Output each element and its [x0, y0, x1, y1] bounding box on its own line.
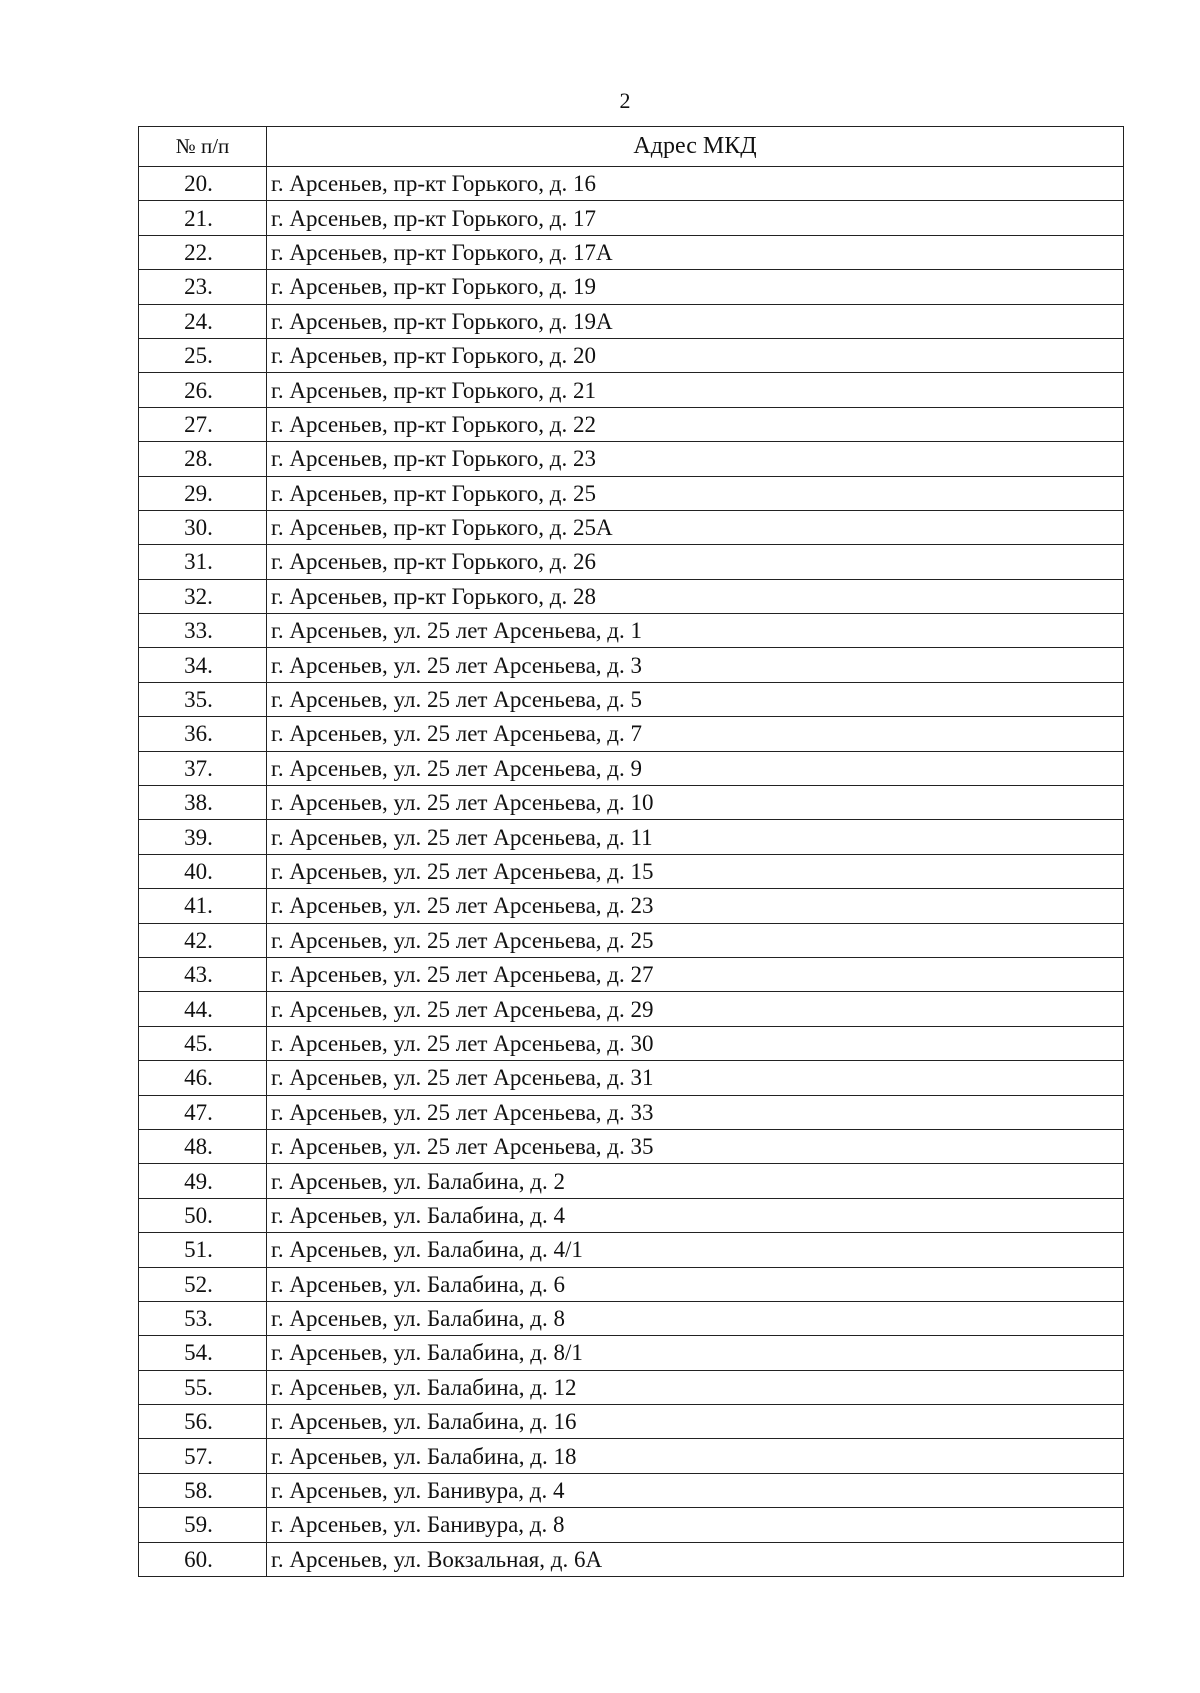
table-row: [139, 545, 1124, 579]
row-number-cell: 53.: [139, 1301, 267, 1335]
address-cell: г. Арсеньев, ул. Балабина, д. 8: [267, 1301, 1124, 1335]
address-cell: г. Арсеньев, ул. Балабина, д. 4/1: [267, 1233, 1124, 1267]
address-cell: г. Арсеньев, пр-кт Горького, д. 25: [267, 476, 1124, 510]
table-row: [139, 1508, 1124, 1542]
address-cell: г. Арсеньев, ул. 25 лет Арсеньева, д. 7: [267, 717, 1124, 751]
address-cell: г. Арсеньев, ул. Балабина, д. 18: [267, 1439, 1124, 1473]
table-row: [139, 1542, 1124, 1576]
row-number-cell: 41.: [139, 889, 267, 923]
address-cell: г. Арсеньев, ул. 25 лет Арсеньева, д. 15: [267, 854, 1124, 888]
address-cell: г. Арсеньев, пр-кт Горького, д. 19А: [267, 304, 1124, 338]
table-row: [139, 579, 1124, 613]
table-row: [139, 1095, 1124, 1129]
address-cell: г. Арсеньев, пр-кт Горького, д. 28: [267, 579, 1124, 613]
row-number-cell: 22.: [139, 235, 267, 269]
address-cell: г. Арсеньев, ул. 25 лет Арсеньева, д. 23: [267, 889, 1124, 923]
address-cell: г. Арсеньев, ул. 25 лет Арсеньева, д. 3: [267, 648, 1124, 682]
row-number-cell: 48.: [139, 1129, 267, 1163]
row-number-cell: 28.: [139, 442, 267, 476]
row-number-cell: 26.: [139, 373, 267, 407]
address-cell: г. Арсеньев, ул. 25 лет Арсеньева, д. 10: [267, 786, 1124, 820]
table-row: [139, 1061, 1124, 1095]
row-number-cell: 54.: [139, 1336, 267, 1370]
table-row: [139, 717, 1124, 751]
row-number-cell: 29.: [139, 476, 267, 510]
row-number-cell: 60.: [139, 1542, 267, 1576]
address-cell: г. Арсеньев, ул. Балабина, д. 6: [267, 1267, 1124, 1301]
address-cell: г. Арсеньев, ул. Вокзальная, д. 6А: [267, 1542, 1124, 1576]
row-number-cell: 40.: [139, 854, 267, 888]
address-cell: г. Арсеньев, ул. Балабина, д. 2: [267, 1164, 1124, 1198]
address-cell: г. Арсеньев, ул. 25 лет Арсеньева, д. 9: [267, 751, 1124, 785]
address-cell: г. Арсеньев, ул. 25 лет Арсеньева, д. 25: [267, 923, 1124, 957]
row-number-cell: 23.: [139, 270, 267, 304]
row-number-cell: 39.: [139, 820, 267, 854]
row-number-cell: 30.: [139, 510, 267, 544]
table-row: [139, 407, 1124, 441]
address-cell: г. Арсеньев, ул. 25 лет Арсеньева, д. 1: [267, 614, 1124, 648]
row-number-cell: 51.: [139, 1233, 267, 1267]
address-cell: г. Арсеньев, ул. 25 лет Арсеньева, д. 29: [267, 992, 1124, 1026]
table-row: [139, 614, 1124, 648]
row-number-cell: 59.: [139, 1508, 267, 1542]
table-row: [139, 510, 1124, 544]
address-cell: г. Арсеньев, ул. 25 лет Арсеньева, д. 33: [267, 1095, 1124, 1129]
row-number-cell: 24.: [139, 304, 267, 338]
row-number-cell: 20.: [139, 167, 267, 201]
table-row: [139, 820, 1124, 854]
address-cell: г. Арсеньев, пр-кт Горького, д. 23: [267, 442, 1124, 476]
address-cell: г. Арсеньев, пр-кт Горького, д. 22: [267, 407, 1124, 441]
table-row: [139, 338, 1124, 372]
table-row: [139, 304, 1124, 338]
row-number-cell: 55.: [139, 1370, 267, 1404]
table-row: [139, 442, 1124, 476]
row-number-cell: 36.: [139, 717, 267, 751]
table-row: [139, 889, 1124, 923]
table-row: [139, 854, 1124, 888]
address-cell: г. Арсеньев, ул. 25 лет Арсеньева, д. 35: [267, 1129, 1124, 1163]
address-cell: г. Арсеньев, ул. 25 лет Арсеньева, д. 31: [267, 1061, 1124, 1095]
table-row: [139, 1129, 1124, 1163]
address-cell: г. Арсеньев, ул. 25 лет Арсеньева, д. 11: [267, 820, 1124, 854]
row-number-cell: 56.: [139, 1405, 267, 1439]
table-row: [139, 992, 1124, 1026]
row-number-cell: 33.: [139, 614, 267, 648]
column-header-address: Адрес МКД: [267, 127, 1124, 167]
address-cell: г. Арсеньев, ул. Банивура, д. 4: [267, 1473, 1124, 1507]
row-number-cell: 47.: [139, 1095, 267, 1129]
table-row: [139, 373, 1124, 407]
row-number-cell: 46.: [139, 1061, 267, 1095]
row-number-cell: 44.: [139, 992, 267, 1026]
row-number-cell: 57.: [139, 1439, 267, 1473]
column-header-number: № п/п: [139, 127, 267, 167]
row-number-cell: 31.: [139, 545, 267, 579]
address-cell: г. Арсеньев, пр-кт Горького, д. 17: [267, 201, 1124, 235]
table-row: [139, 235, 1124, 269]
row-number-cell: 25.: [139, 338, 267, 372]
table-row: [139, 957, 1124, 991]
address-cell: г. Арсеньев, ул. Балабина, д. 12: [267, 1370, 1124, 1404]
page-number: 2: [619, 88, 631, 113]
address-cell: г. Арсеньев, пр-кт Горького, д. 20: [267, 338, 1124, 372]
row-number-cell: 42.: [139, 923, 267, 957]
table-row: [139, 1405, 1124, 1439]
table-row: [139, 1473, 1124, 1507]
address-cell: г. Арсеньев, ул. 25 лет Арсеньева, д. 5: [267, 682, 1124, 716]
table-row: [139, 1026, 1124, 1060]
address-cell: г. Арсеньев, ул. Банивура, д. 8: [267, 1508, 1124, 1542]
address-cell: г. Арсеньев, ул. 25 лет Арсеньева, д. 30: [267, 1026, 1124, 1060]
row-number-cell: 35.: [139, 682, 267, 716]
table-row: [139, 682, 1124, 716]
address-cell: г. Арсеньев, ул. Балабина, д. 8/1: [267, 1336, 1124, 1370]
row-number-cell: 34.: [139, 648, 267, 682]
row-number-cell: 27.: [139, 407, 267, 441]
table-row: [139, 201, 1124, 235]
address-cell: г. Арсеньев, пр-кт Горького, д. 25А: [267, 510, 1124, 544]
row-number-cell: 49.: [139, 1164, 267, 1198]
table-row: [139, 648, 1124, 682]
row-number-cell: 58.: [139, 1473, 267, 1507]
address-cell: г. Арсеньев, пр-кт Горького, д. 17А: [267, 235, 1124, 269]
table-row: [139, 1439, 1124, 1473]
table-row: [139, 167, 1124, 201]
address-cell: г. Арсеньев, пр-кт Горького, д. 19: [267, 270, 1124, 304]
table-row: [139, 1370, 1124, 1404]
table-row: [139, 1164, 1124, 1198]
row-number-cell: 50.: [139, 1198, 267, 1232]
row-number-cell: 32.: [139, 579, 267, 613]
row-number-cell: 43.: [139, 957, 267, 991]
table-row: [139, 923, 1124, 957]
address-cell: г. Арсеньев, пр-кт Горького, д. 26: [267, 545, 1124, 579]
address-cell: г. Арсеньев, ул. Балабина, д. 4: [267, 1198, 1124, 1232]
table-row: [139, 786, 1124, 820]
table-row: [139, 270, 1124, 304]
row-number-cell: 37.: [139, 751, 267, 785]
address-cell: г. Арсеньев, пр-кт Горького, д. 16: [267, 167, 1124, 201]
table-row: [139, 476, 1124, 510]
mkd-address-table: [138, 126, 1124, 1577]
row-number-cell: 52.: [139, 1267, 267, 1301]
table-body: [139, 167, 1124, 1577]
address-cell: г. Арсеньев, пр-кт Горького, д. 21: [267, 373, 1124, 407]
table-row: [139, 1267, 1124, 1301]
table-row: [139, 1301, 1124, 1335]
row-number-cell: 38.: [139, 786, 267, 820]
table-row: [139, 1336, 1124, 1370]
table-header: [139, 127, 1124, 167]
table-row: [139, 751, 1124, 785]
row-number-cell: 45.: [139, 1026, 267, 1060]
header-row: [139, 127, 1124, 167]
address-cell: г. Арсеньев, ул. 25 лет Арсеньева, д. 27: [267, 957, 1124, 991]
table-row: [139, 1198, 1124, 1232]
table-row: [139, 1233, 1124, 1267]
row-number-cell: 21.: [139, 201, 267, 235]
address-cell: г. Арсеньев, ул. Балабина, д. 16: [267, 1405, 1124, 1439]
